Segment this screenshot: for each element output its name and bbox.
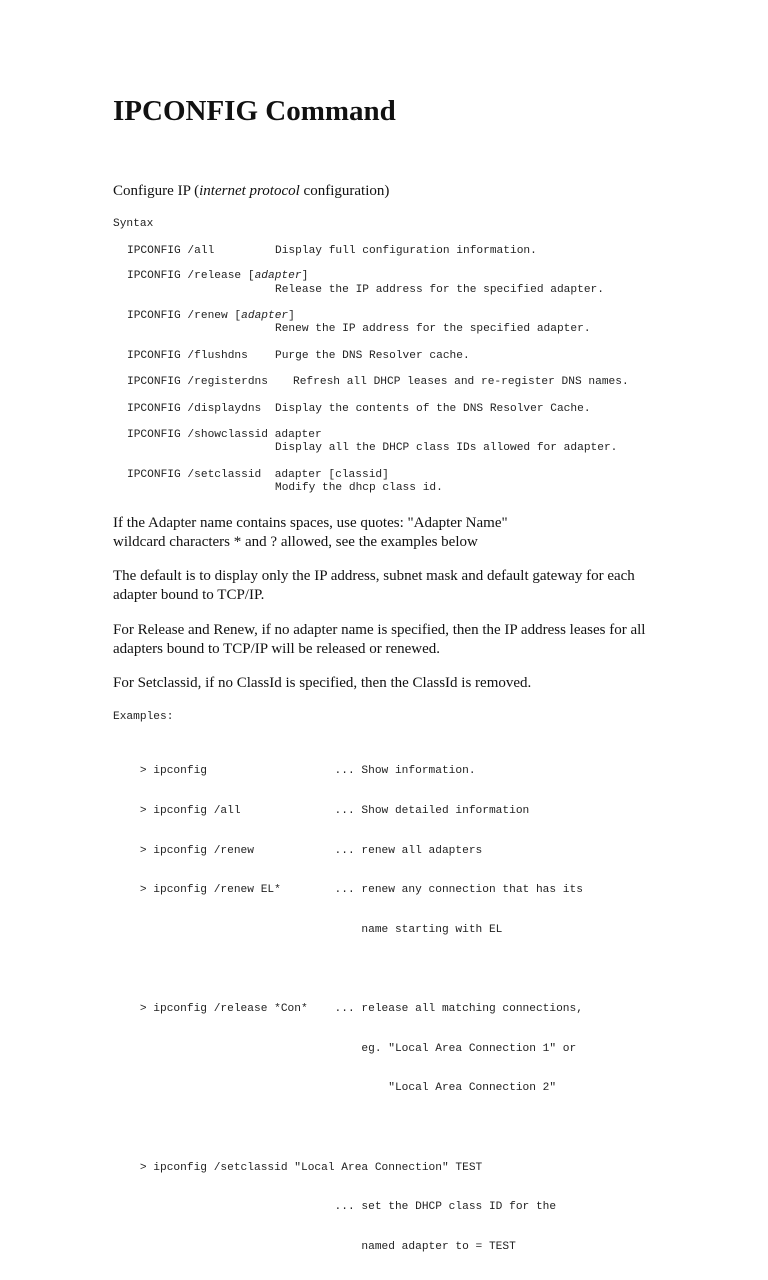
syntax-cmd-renew-arg: adapter xyxy=(241,310,289,322)
setclassid-paragraph: For Setclassid, if no ClassId is specified, then the ClassId is removed. xyxy=(113,675,532,691)
syntax-desc-release: Release the IP address for the specified adapter. xyxy=(275,284,604,296)
release-renew-paragraph: For Release and Renew, if no adapter name is specified, then the IP address leases for all adapters bound to TCP/IP will be released or renewed. xyxy=(113,622,646,657)
syntax-cmd-release xyxy=(127,270,308,283)
syntax-cmd-renew xyxy=(127,310,295,323)
intro-suffix: configuration) xyxy=(299,183,390,199)
example-line: > ipconfig /release *Con* ... release all matching connections, xyxy=(113,1003,583,1016)
syntax-cmd-renew-close: ] xyxy=(288,310,295,322)
adapter-name-line1: If the Adapter name contains spaces, use quotes: "Adapter Name" xyxy=(113,515,508,531)
intro-italic: internet protocol xyxy=(199,183,300,199)
adapter-name-note xyxy=(113,514,673,552)
syntax-cmd-registerdns: IPCONFIG /registerdns xyxy=(127,376,268,388)
syntax-cmd-renew-text: IPCONFIG /renew [ xyxy=(127,310,242,322)
syntax-desc-displaydns: Display the contents of the DNS Resolver Cache. xyxy=(275,403,591,415)
syntax-cmd-showclassid: IPCONFIG /showclassid adapter xyxy=(127,429,322,441)
syntax-cmd-setclassid: IPCONFIG /setclassid adapter [classid] xyxy=(127,469,389,481)
example-line: > ipconfig ... Show information. xyxy=(113,765,476,778)
syntax-cmd-displaydns: IPCONFIG /displaydns xyxy=(127,403,262,415)
syntax-desc-registerdns: Refresh all DHCP leases and re-register DNS names. xyxy=(293,376,629,388)
adapter-name-line2: wildcard characters * and ? allowed, see the examples below xyxy=(113,534,478,550)
syntax-cmd-release-close: ] xyxy=(301,270,309,282)
example-line: ... set the DHCP class ID for the xyxy=(113,1201,557,1214)
syntax-desc-all: Display full configuration information. xyxy=(275,245,537,257)
intro-line xyxy=(113,182,673,201)
intro-prefix: Configure IP ( xyxy=(113,183,200,199)
default-paragraph: The default is to display only the IP address, subnet mask and default gateway for each adapter bound to TCP/IP. xyxy=(113,568,635,603)
example-line: name starting with EL xyxy=(113,923,503,936)
example-line: > ipconfig /renew EL* ... renew any connection that has its xyxy=(113,884,583,897)
syntax-cmd-release-arg: adapter xyxy=(254,270,302,282)
examples-label: Examples: xyxy=(113,711,174,723)
syntax-cmd-flushdns: IPCONFIG /flushdns xyxy=(127,350,248,362)
syntax-desc-renew: Renew the IP address for the specified adapter. xyxy=(275,323,591,335)
example-line: named adapter to = TEST xyxy=(113,1240,516,1253)
syntax-desc-setclassid: Modify the dhcp class id. xyxy=(275,482,443,494)
syntax-label: Syntax xyxy=(113,218,154,230)
examples-block xyxy=(113,739,583,1280)
example-line: eg. "Local Area Connection 1" or xyxy=(113,1042,577,1055)
example-line: > ipconfig /renew ... renew all adapters xyxy=(113,844,483,857)
example-line xyxy=(113,963,583,976)
syntax-cmd-all: IPCONFIG /all xyxy=(127,245,215,257)
example-line: "Local Area Connection 2" xyxy=(113,1082,557,1095)
syntax-desc-showclassid: Display all the DHCP class IDs allowed for adapter. xyxy=(275,442,618,454)
example-line: > ipconfig /all ... Show detailed information xyxy=(113,805,530,818)
syntax-desc-flushdns: Purge the DNS Resolver cache. xyxy=(275,350,470,362)
syntax-cmd-release-text: IPCONFIG /release [ xyxy=(127,270,255,282)
example-line: > ipconfig /setclassid "Local Area Connection" TEST xyxy=(113,1161,483,1174)
example-line xyxy=(113,1122,583,1135)
page-title: IPCONFIG Command xyxy=(113,95,396,127)
